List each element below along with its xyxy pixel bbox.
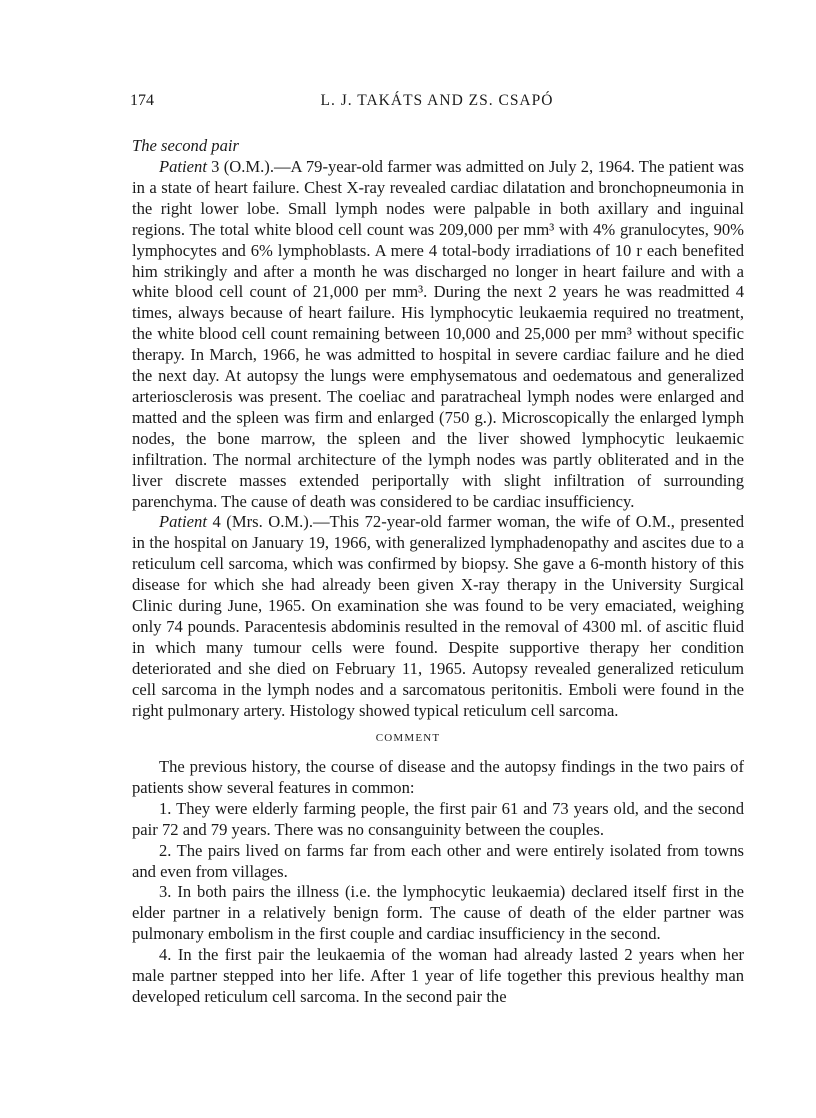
comment-intro: The previous history, the course of disease and the autopsy findings in the two pairs of patients show several features in common: (132, 757, 744, 797)
page-header (130, 92, 744, 116)
case-reports (132, 157, 744, 721)
page-number: 174 (130, 92, 154, 109)
patient-label: Patient (159, 157, 207, 176)
comment-point: 2. The pairs lived on farms far from each other and were entirely isolated from towns and even from villages. (132, 840, 744, 881)
comment-point: 3. In both pairs the illness (i.e. the lymphocytic leukaemia) declared itself first in the elder partner in a relatively benign form. The cause of death of the elder partner was pulmonary embolism in the first couple and cardiac insufficiency in the second. (132, 882, 744, 944)
patient-4-paragraph (132, 512, 744, 721)
running-title: L. J. TAKÁTS AND ZS. CSAPÓ (320, 92, 554, 109)
comment-point: 1. They were elderly farming people, the first pair 61 and 73 years old, and the second pair 72 and 79 years. There was no consanguinity between the couples. (132, 798, 744, 839)
patient-3-text: 3 (O.M.).—A 79-year-old farmer was admitted on July 2, 1964. The patient was in a state of heart failure. Chest X-ray revealed cardiac dilatation and bronchopneumonia in the right lower lobe. Small lymph nodes were palpable in both axillary and inguinal regions. The total white blood cell count was 209,000 per mm³ with 4% granulocytes, 90% lymphocytes and 6% lymphoblasts. A mere 4 total-body irradiations of 10 r each benefited him strikingly and after a month he was discharged no longer in heart failure and with a white blood cell count of 21,000 per mm³. During the next 2 years he was readmitted 4 times, always because of heart failure. His lymphocytic leukaemia required no treatment, the white blood cell count remaining between 10,000 and 25,000 per mm³ without specific therapy. In March, 1966, he was admitted to hospital in severe cardiac failure and he died the next day. At autopsy the lungs were emphysematous and oedematous and generalized arteriosclerosis was present. The coeliac and paratracheal lymph nodes were enlarged and matted and the spleen was firm and enlarged (750 g.). Microscopically the enlarged lymph nodes, the bone marrow, the spleen and the liver showed lymphocytic leukaemic infiltration. The normal architecture of the lymph nodes was partly obliterated and in the liver discrete masses extended periportally with slight infiltration of surrounding parenchyma. The cause of death was considered to be cardiac insufficiency. (132, 157, 744, 511)
section-heading: The second pair (132, 136, 239, 155)
comment-heading: COMMENT (375, 732, 441, 744)
comment-point: 4. In the first pair the leukaemia of the woman had already lasted 2 years when her male partner stepped into her life. After 1 year of life together this previous healthy man developed reticulum cell sarcoma. In the second pair the (132, 945, 744, 1006)
patient-3-paragraph (132, 157, 744, 512)
patient-4-text: 4 (Mrs. O.M.).—This 72-year-old farmer woman, the wife of O.M., presented in the hospital on January 19, 1966, with generalized lymphadenopathy and ascites due to a reticulum cell sarcoma, which was confirmed by biopsy. She gave a 6-month history of this disease for which she had already been given X-ray therapy in the University Surgical Clinic during June, 1965. On examination she was found to be very emaciated, weighing only 74 pounds. Paracentesis abdominis resulted in the removal of 4300 ml. of ascitic fluid in which many tumour cells were found. Despite supportive therapy her condition deteriorated and she died on February 11, 1965. Autopsy revealed generalized reticulum cell sarcoma in the lymph nodes and a sarcomatous peritonitis. Emboli were found in the right pulmonary artery. Histology showed typical reticulum cell sarcoma. (132, 512, 744, 720)
comment-section (132, 757, 744, 1008)
patient-label: Patient (159, 512, 207, 532)
